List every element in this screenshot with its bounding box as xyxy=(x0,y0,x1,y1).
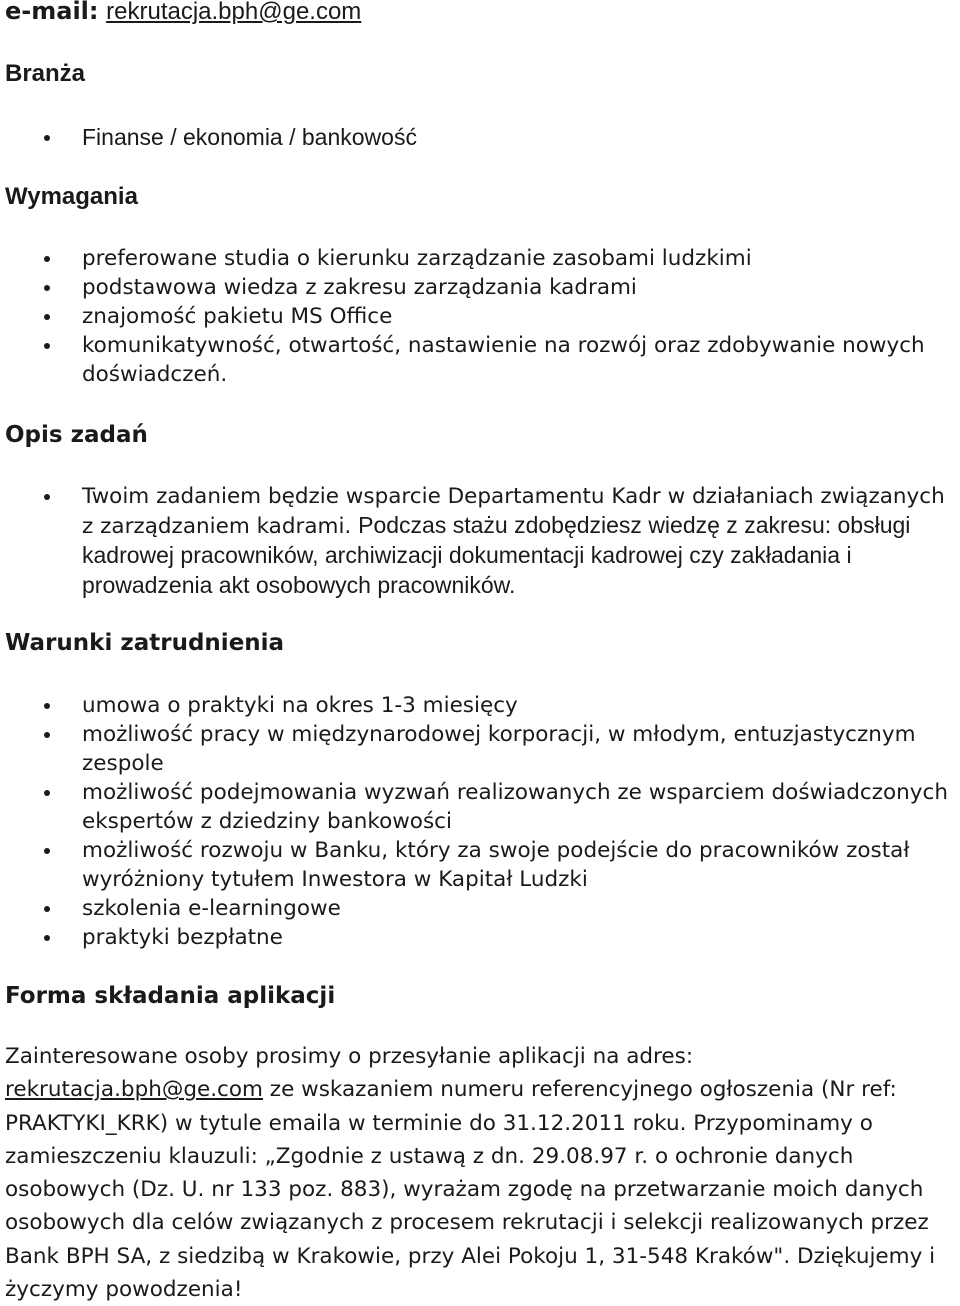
opis-text-part1: Twoim zadaniem będzie wsparcie Departamentu Kadr w działaniach związanych z zarządzaniem kadrami. xyxy=(82,484,945,539)
list-item: umowa o praktyki na okres 1-3 miesięcy xyxy=(0,691,960,720)
opis-text-part2: Podczas stażu zdobędziesz wiedzę z zakresu: obsługi kadrowej pracowników, archiwizacji dokumentacji kadrowej czy zakładania i prowadzenia akt osobowych pracowników. xyxy=(82,512,911,598)
application-email-link[interactable]: rekrutacja.bph@ge.com xyxy=(5,1077,263,1103)
section-title-wymagania: Wymagania xyxy=(5,183,138,210)
wymagania-list xyxy=(0,244,960,389)
application-intro: Zainteresowane osoby prosimy o przesyłanie aplikacji na adres: xyxy=(5,1044,694,1069)
section-title-forma: Forma składania aplikacji xyxy=(5,983,336,1009)
application-paragraph xyxy=(5,1040,960,1306)
email-label: e-mail: xyxy=(5,0,99,25)
application-details: ze wskazaniem numeru referencyjnego ogłoszenia (Nr ref: PRAKTYKI_KRK) w tytule emaila w terminie do 31.12.2011 roku. Przypominamy o zamieszczeniu klauzuli: „Zgodnie z ustawą z dn. 29.08.97 r. o ochronie danych osobowych (Dz. U. nr 133 poz. 883), wyrażam zgodę na przetwarzanie moich danych osobowych dla celów związanych z procesem rekrutacji i selekcji realizowanych przez Bank BPH SA, z siedzibą w Krakowie, przy Alei Pokoju 1, 31-548 Kraków". Dziękujemy i życzymy powodzenia! xyxy=(5,1077,936,1303)
list-item: możliwość rozwoju w Banku, który za swoje podejście do pracowników został wyróżniony tytułem Inwestora w Kapitał Ludzki xyxy=(0,836,960,894)
list-item: preferowane studia o kierunku zarządzanie zasobami ludzkimi xyxy=(0,244,960,273)
list-item: Finanse / ekonomia / bankowość xyxy=(0,123,960,152)
list-item: możliwość podejmowania wyzwań realizowanych ze wsparciem doświadczonych ekspertów z dziedziny bankowości xyxy=(0,778,960,836)
section-title-warunki: Warunki zatrudnienia xyxy=(5,630,285,656)
contact-line xyxy=(5,0,361,31)
list-item: znajomość pakietu MS Office xyxy=(0,302,960,331)
list-item: możliwość pracy w międzynarodowej korporacji, w młodym, entuzjastycznym zespole xyxy=(0,720,960,778)
opis-list xyxy=(0,482,960,601)
list-item: podstawowa wiedza z zakresu zarządzania kadrami xyxy=(0,273,960,302)
list-item: komunikatywność, otwartość, nastawienie na rozwój oraz zdobywanie nowych doświadczeń. xyxy=(0,331,960,389)
contact-email-link[interactable]: rekrutacja.bph@ge.com xyxy=(106,0,362,25)
list-item xyxy=(0,482,960,601)
warunki-list xyxy=(0,691,960,952)
branza-list xyxy=(0,123,960,152)
list-item: szkolenia e-learningowe xyxy=(0,894,960,923)
section-title-opis: Opis zadań xyxy=(5,422,148,448)
section-title-branza: Branża xyxy=(5,60,86,87)
list-item: praktyki bezpłatne xyxy=(0,923,960,952)
